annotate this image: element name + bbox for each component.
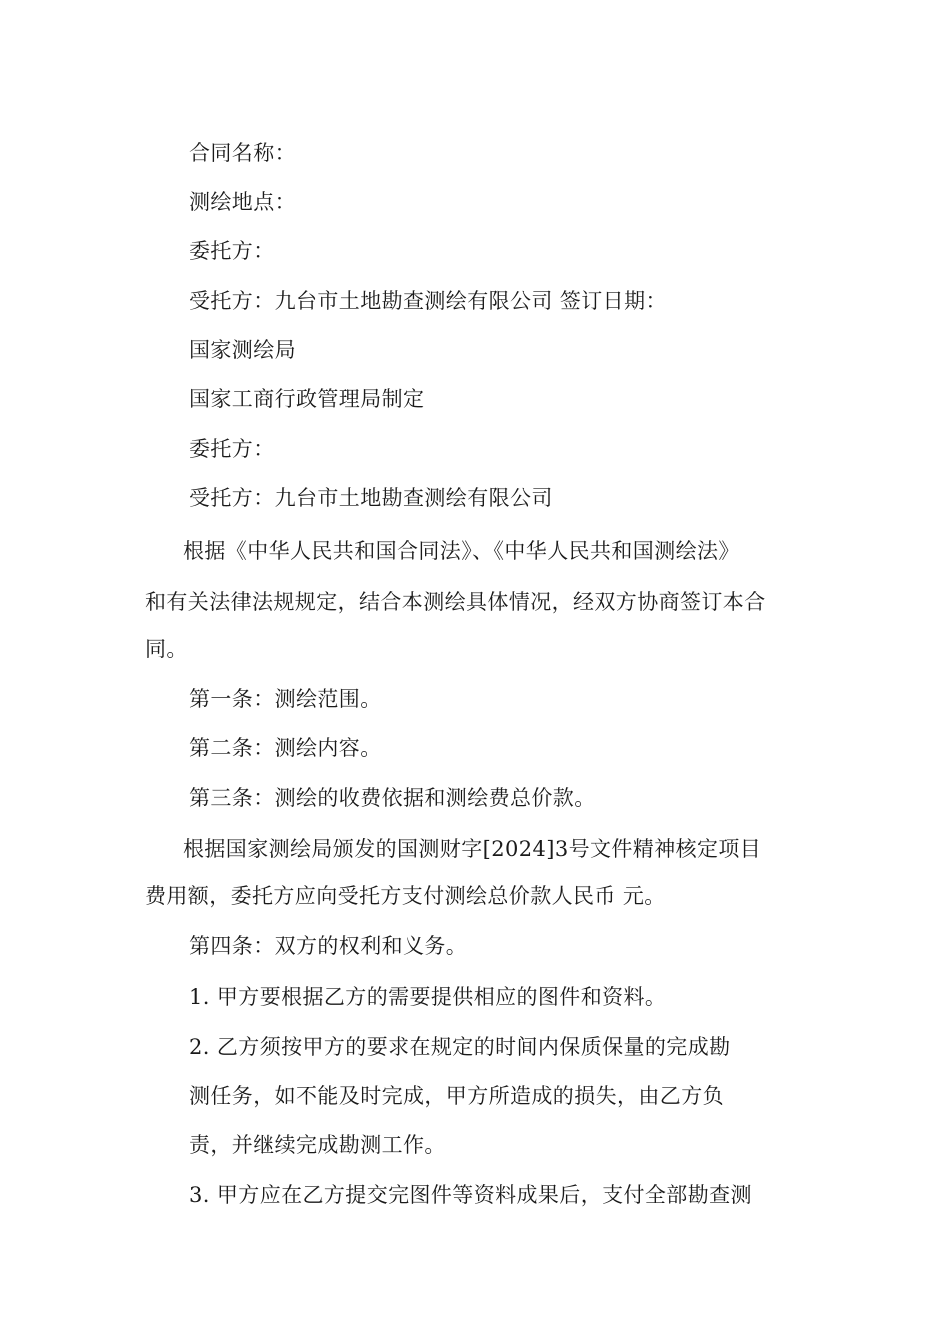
party-contractor-line: 受托方：九台市土地勘查测绘有限公司 (189, 486, 553, 510)
article-4-item: 测任务，如不能及时完成，甲方所造成的损失，由乙方负 (189, 1084, 724, 1108)
article-4-item: 1. 甲方要根据乙方的需要提供相应的图件和资料。 (189, 985, 667, 1009)
article-4-item: 3. 甲方应在乙方提交完图件等资料成果后，支付全部勘查测 (189, 1183, 752, 1207)
article-3-body-line: 根据国家测绘局颁发的国测财字[2024]3号文件精神核定项目 (183, 837, 762, 861)
contract-name-label: 合同名称： (189, 141, 296, 165)
issuer-administration-bureau: 国家工商行政管理局制定 (189, 387, 425, 411)
survey-location-label: 测绘地点： (189, 190, 296, 214)
client-label: 委托方： (189, 239, 275, 263)
article-3-heading: 第三条：测绘的收费依据和测绘费总价款。 (189, 786, 596, 810)
party-client-label: 委托方： (189, 437, 275, 461)
article-4-heading: 第四条：双方的权利和义务。 (189, 934, 468, 958)
article-4-item: 责，并继续完成勘测工作。 (189, 1133, 446, 1157)
preamble-line: 根据《中华人民共和国合同法》、《中华人民共和国测绘法》 (183, 539, 740, 563)
article-3-body-line: 费用额，委托方应向受托方支付测绘总价款人民币 元。 (145, 884, 666, 908)
preamble-line: 和有关法律法规规定，结合本测绘具体情况，经双方协商签订本合 (145, 590, 766, 614)
contractor-sign-date-line: 受托方：九台市土地勘查测绘有限公司 签订日期： (189, 289, 667, 313)
article-1-heading: 第一条：测绘范围。 (189, 687, 382, 711)
article-2-heading: 第二条：测绘内容。 (189, 736, 382, 760)
preamble-line: 同。 (145, 637, 188, 661)
article-4-item: 2. 乙方须按甲方的要求在规定的时间内保质保量的完成勘 (189, 1035, 731, 1059)
issuer-surveying-bureau: 国家测绘局 (189, 338, 296, 362)
